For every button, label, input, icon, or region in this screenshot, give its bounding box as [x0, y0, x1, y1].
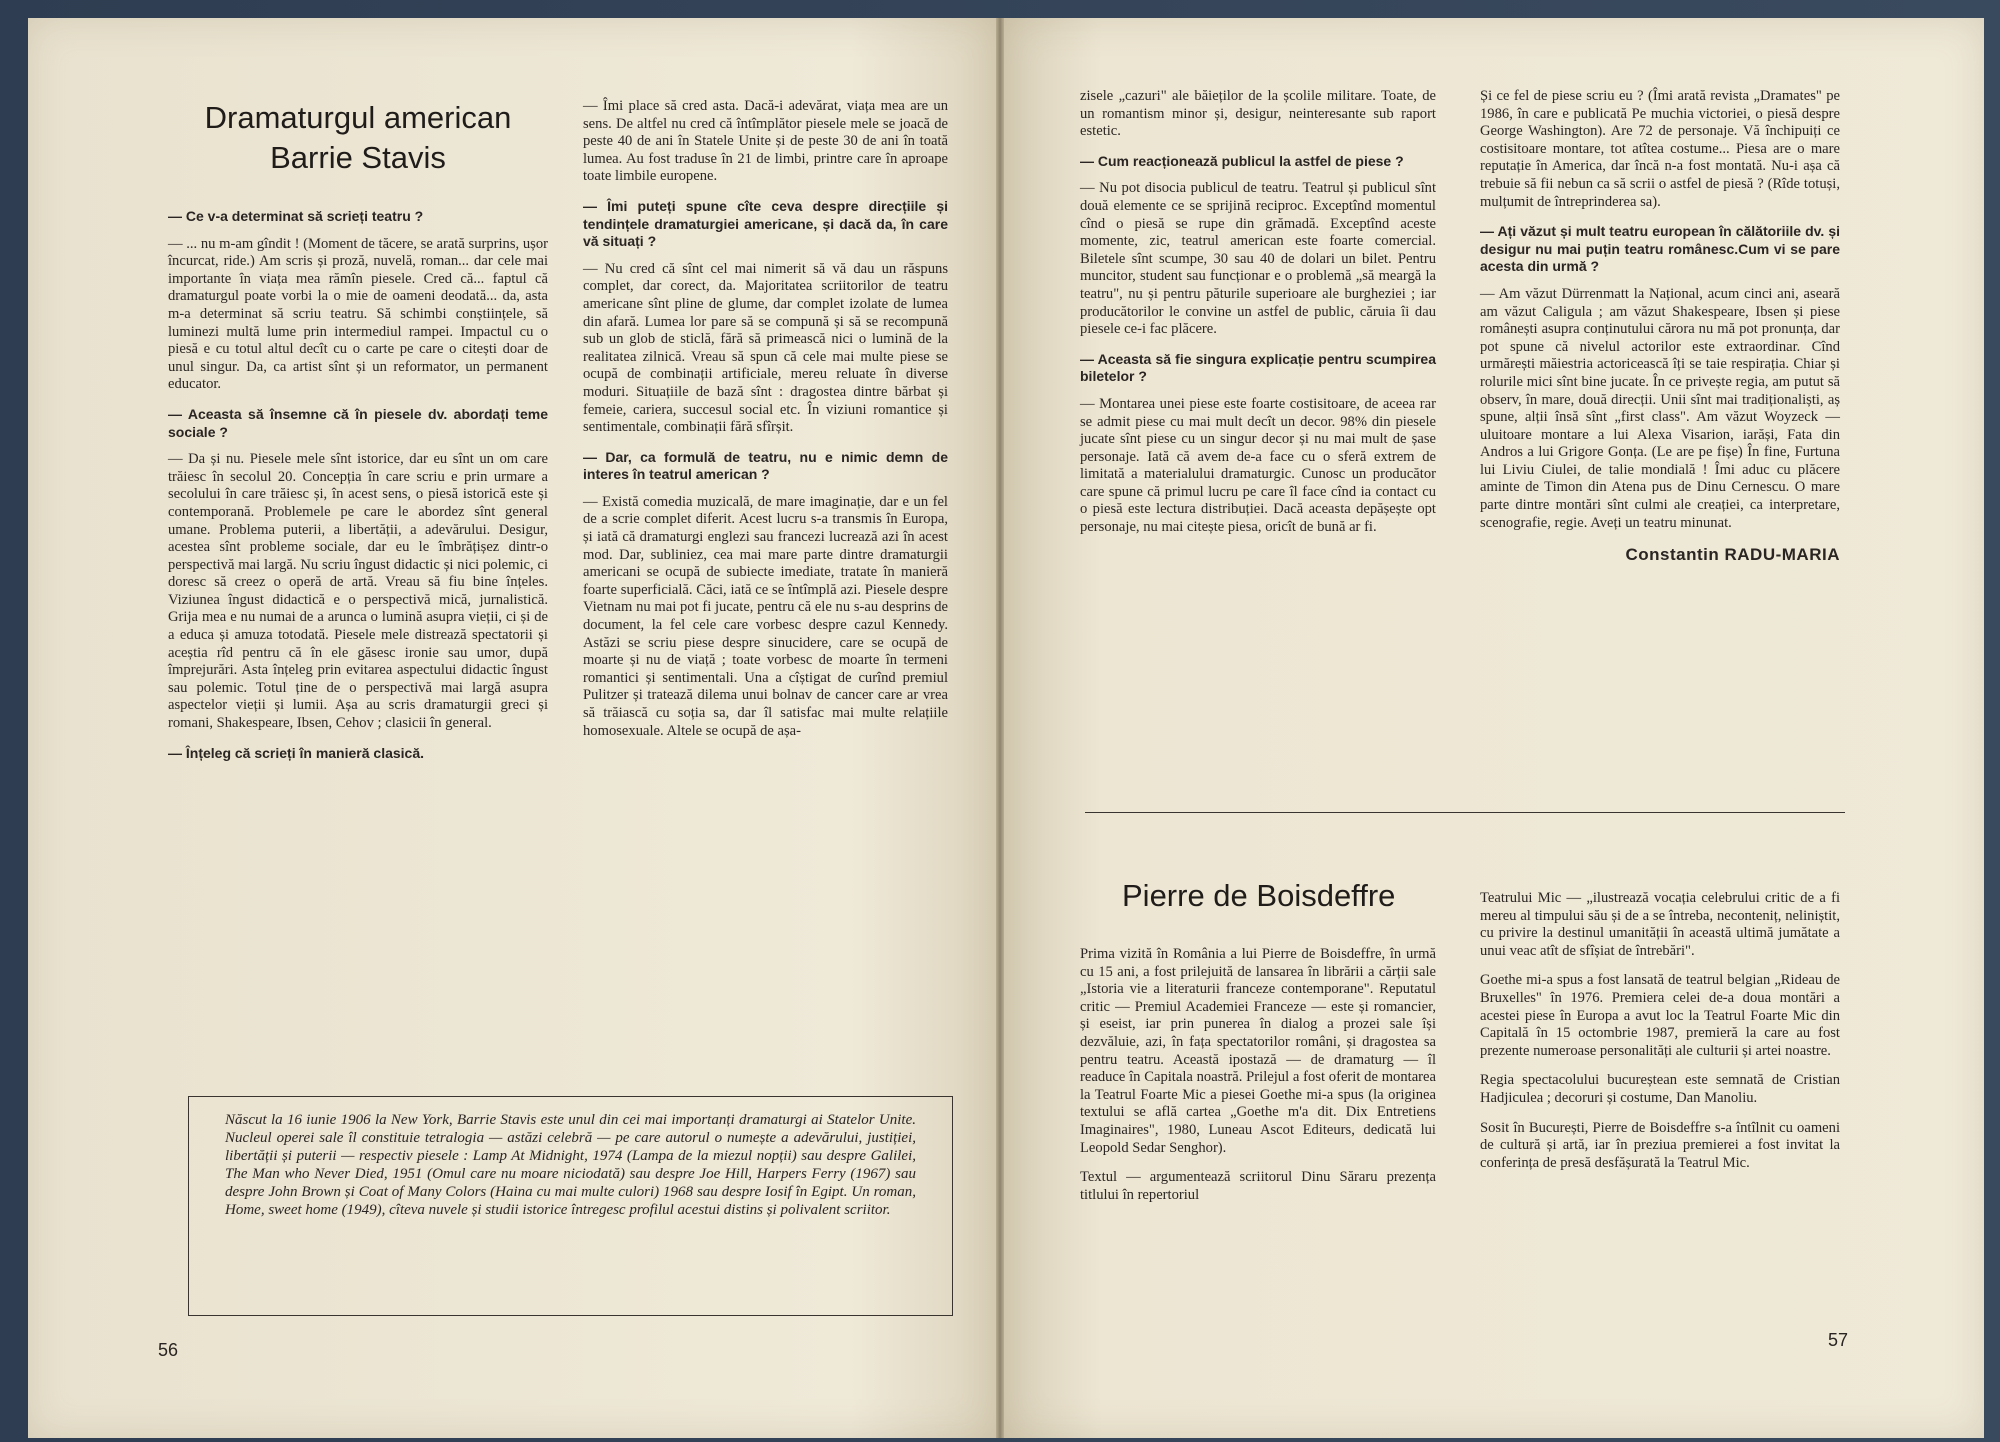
interview-body-3: [1080, 88, 1436, 537]
article-body-2: [1480, 890, 1840, 1172]
interview-body-2: [583, 98, 948, 740]
paragraph: Sosit în București, Pierre de Boisdeffre s-a întîlnit cu oameni de cultură și artă, iar în preziua premierei a fost invitat la conferința de presă desfășurată la Teatrul Mic.: [1480, 1119, 1840, 1171]
paragraph: Goethe mi-a spus a fost lansată de teatrul belgian „Rideau de Bruxelles" în 1976. Premiera celei de-a doua montări a acestei piese în Europa a avut loc la Teatrul Foarte Mic din Capitală în 15 octombrie 1987, premieră la care au fost prezente numeroase personalități ale culturii și artei noastre.: [1480, 972, 1840, 1059]
paragraph: — Există comedia muzicală, de mare imaginație, dar e un fel de a scrie complet diferit. Acest lucru s-a transmis în Europa, și iată că dramaturgi englezi sau francezi lucrează azi în acest mod. Dar, subliniez, cea mai mare parte dintre dramaturgii americani se ocupă de subiecte imediate, tratate în manieră foarte superficială. Căci, iată ce se întîmplă azi. Piesele despre Vietnam nu mai pot fi jucate, pentru că ele nu s-au desprins de document, la fel cele care vorbesc despre cazul Kennedy. Astăzi se scriu piese despre sinucidere, care se ocupă de moarte și nu de viață ; toate vorbesc de moarte în termeni romantici și sentimentali. Una a cîștigat de curînd premiul Pulitzer și tratează dilema unui bolnav de cancer care ar vrea să trăiască cu soția sa, dar îl satisfac mai multe relațiile homosexuale. Altele se ocupă de așa-: [583, 493, 948, 739]
book-spine: [996, 18, 1004, 1438]
right-column-1: [1080, 88, 1436, 549]
paragraph: — Nu pot disocia publicul de teatru. Teatrul și publicul sînt două elemente ce se sprijină reciproc. Exceptînd momentul cînd o piesă se rupe din grămadă. Exceptînd aceste momente, zic, teatrul american este foarte comercial. Biletele sînt scumpe, 30 sau 40 de dolari un bilet. Pentru muncitor, student sau funcționar e o problemă „să meargă la teatru", nu și pentru păturile superioare ale burgheziei ; iar producătorilor le convine un astfel de public, căruia îi dau piesele ce-i fac plăcere.: [1080, 180, 1436, 338]
page-number-right: 57: [1828, 1330, 1849, 1350]
paragraph: Prima vizită în România a lui Pierre de Boisdeffre, în urmă cu 15 ani, a fost prilejuită de lansarea în librării a cărții sale „Istoria vie a literaturii franceze contemporane". Reputatul critic — Premiul Academiei Franceze — este și romancier, și eseist, iar prin punerea în dialog a prozei sale își dezvăluie, azi, în fața spectatorilor români, și dragostea sa pentru teatru. Această ipostază — de dramaturg — îl readuce în Capitala noastră. Prilejul a fost oferit de montarea la Teatrul Foarte Mic a piesei Goethe mi-a spus (la originea textului se află cartea „Goethe m'a dit. Dix Entretiens Imaginaires", 1980, Luneau Ascot Editeurs, dedicată lui Leopold Sedar Senghor).: [1080, 946, 1436, 1156]
paragraph: — ... nu m-am gîndit ! (Moment de tăcere, se arată surprins, ușor încurcat, ride.) Am scris și proză, nuvelă, roman... dar cele mai importante în viața mea rămîn piesele. Cred că... faptul că dramaturgul poate vorbi la o mie de oameni deodată... da, asta m-a determinat să scriu teatru. Să schimbi conștiințele, să luminezi multă lume prin intermediul rampei. Impactul cu o piesă e cu totul altul decît cu o carte pe care o citești doar de unul singur. Da, ca artist sînt și un reformator, un permanent educator.: [168, 235, 548, 393]
paragraph: — Montarea unei piese este foarte costisitoare, de aceea rar se admit piese cu mai mult decît un decor. 98% din piesele jucate sînt piese cu un singur decor și nu mai mult de șase personaje. Iată că avem de-a face cu o sferă extrem de limitată a materialului dramaturgic. Cunosc un producător care spune că primul lucru pe care îl face cînd ia contact cu o piesă este lectura distribuției. Dacă aceasta depășește opt personaje, nu mai citește piesa, oricît de bună ar fi.: [1080, 395, 1436, 536]
interview-question: — Aceasta să fie singura explicație pentru scumpirea biletelor ?: [1080, 350, 1436, 385]
paragraph: Regia spectacolului bucureștean este semnată de Cristian Hadjiculea ; decoruri și costume, Dan Manoliu.: [1480, 1072, 1840, 1106]
right-column-4: [1480, 890, 1840, 1184]
author-signature: Constantin RADU-MARIA: [1625, 545, 1840, 565]
paragraph: — Îmi place să cred asta. Dacă-i adevărat, viața mea are un sens. De altfel nu cred că întîmplător piesele mele se joacă de peste 40 de ani în Statele Unite și de peste 30 de ani în toată lumea. Au fost traduse în 21 de limbi, printre care în aproape toate limbile europene.: [583, 98, 948, 185]
interview-body-4: [1480, 88, 1840, 532]
interview-question: — Îmi puteți spune cîte ceva despre direcțiile și tendințele dramaturgiei americane, și dacă da, în care vă situați ?: [583, 197, 948, 250]
interview-question: — Ați văzut și mult teatru european în călătoriile dv. și desigur nu mai puțin teatru românesc.Cum vi se pare acesta din urmă ?: [1480, 223, 1840, 275]
article-body-1: [1080, 946, 1436, 1204]
right-column-2: [1480, 88, 1840, 564]
paragraph: — Da și nu. Piesele mele sînt istorice, dar eu sînt un om care trăiesc în secolul 20. Concepția în care scriu e prin urmare a secolului în care trăiesc și, în acest sens, o piesă istorică este și contemporană. Problemele pe care le abordez sînt general umane. Problema puterii, a libertății, a adevărului. Desigur, acestea sînt probleme sociale, dar eu le îmbrățișez dintr-o perspectivă mai largă. Nu scriu îngust didactic și nici polemic, ci doresc să creez o operă de artă. Vreau să fiu bine înțeles. Viziunea îngust didactică e o perspectivă mică, jurnalistică. Grija mea e nu numai de a arunca o lumină asupra vieții, ci și de a educa și amuza totodată. Piesele mele distrează spectatorii și aceștia rîd pentru că în ele găsesc ironie sau umor, după împrejurări. Asta înțeleg prin evitarea aspectului didactic îngust sau polemic. Totul ține de o perspectivă mai largă asupra aspectelor vieții și lumii. Așa au scris dramaturgii greci și romani, Shakespeare, Ibsen, Cehov ; clasicii în general.: [168, 451, 548, 732]
second-article-title: Pierre de Boisdeffre: [1122, 878, 1396, 913]
interview-body-1: [168, 208, 548, 762]
left-column-1: [168, 98, 548, 772]
paragraph: zisele „cazuri" ale băieților de la școlile militare. Toate, de un romantism minor și, desigur, neinteresante sub raport estetic.: [1080, 88, 1436, 140]
interview-question: — Înțeleg că scrieți în manieră clasică.: [168, 744, 425, 761]
paragraph: Teatrului Mic — „ilustrează vocația celebrului critic de a fi mereu al timpului său și de a se întreba, neconteniț, neliniștit, cu privire la destinul umanității în această ultimă jumătate a unui veac atît de sfîșiat de întrebări".: [1480, 890, 1840, 959]
right-page: [1004, 18, 1984, 1438]
left-page: [28, 18, 996, 1438]
interview-question: — Aceasta să însemne că în piesele dv. abordați teme sociale ?: [168, 405, 548, 440]
author-bio-box: Născut la 16 iunie 1906 la New York, Barrie Stavis este unul din cei mai importanți dramaturgi ai Statelor Unite. Nucleul operei sale îl constituie tetralogia — astăzi celebră — pe care autorul o numește a adevărului, justiției, libertății și puterii — respectiv piesele : Lamp At Midnight, 1974 (Lampa de la miezul nopții) sau despre Galilei, The Man who Never Died, 1951 (Omul care nu moare niciodată) sau despre Joe Hill, Harpers Ferry (1967) sau despre John Brown și Coat of Many Colors (Haina cu mai multe culori) 1968 sau despre Iosif în Egipt. Un roman, Home, sweet home (1949), cîteva nuvele și studii istorice întregesc profilul acestui distins și polivalent scriitor.: [188, 1096, 953, 1316]
interview-question: — Dar, ca formulă de teatru, nu e nimic demn de interes în teatrul american ?: [583, 448, 948, 483]
article-title: Dramaturgul american Barrie Stavis: [204, 100, 512, 175]
right-column-3: [1080, 946, 1436, 1216]
interview-question: — Ce v-a determinat să scrieți teatru ?: [168, 208, 424, 224]
paragraph: Și ce fel de piese scriu eu ? (Îmi arată revista „Dramates" pe 1986, în care e publicată Pe muchia victoriei, o piesă despre George Washington). Are 72 de personaje. Vă închipuiți ce costisitoare montare, tot atîtea costume... Piesa are o mare reputație în America, dar încă n-a fost montată. Nu-i așa că trebuie să fii nebun ca să scrii o astfel de piesă ? (Rîde totuși, mulțumit de întreprinderea sa).: [1480, 88, 1840, 210]
left-column-2: [583, 98, 948, 752]
paragraph: — Nu cred că sînt cel mai nimerit să vă dau un răspuns complet, dar corect, da. Majoritatea scriitorilor de teatru americane sînt pline de glume, dar complet izolate de lumea din afară. Lumea lor pare să se compună și să se recompună sub un glob de sticlă, fără să primească nici o lumină de la realitatea zilnică. Vreau să spun că cele mai multe piese se ocupă de combinații artificiale, mereu reluate în diverse moduri. Situațiile de bază sînt : dragostea dintre bărbat și femeie, cariera, succesul social etc. În viziuni romantice și sentimentale, combinații fără sfîrșit.: [583, 260, 948, 436]
paragraph: Textul — argumentează scriitorul Dinu Săraru prezența titlului în repertoriul: [1080, 1169, 1436, 1203]
page-number-left: 56: [158, 1340, 179, 1360]
paragraph: — Am văzut Dürrenmatt la Național, acum cinci ani, aseară am văzut Caligula ; am văzut Shakespeare, Ibsen și piese românești asupra conținutului cărora nu mă pot pronunța, dar pot spune că nivelul actorilor este extraordinar. Cînd urmărești măiestria actoricească îți se taie respirația. Chiar și rolurile mici sînt bine jucate. În ce privește regia, am putut să observ, în mare, două direcții. Unii sînt mai tradiționaliști, aș spune, alții însă sînt „first class". Am văzut Woyzeck — uluitoare montare a lui Alexa Visarion, iarăși, Fata din Andros a lui Grigore Gonța. (Le are pe fișe) În fine, Furtuna lui Liviu Ciulei, de talie mondială ! Îmi aduc cu plăcere aminte de Timon din Atena pus de Dinu Cernescu. O mare parte dintre montări sînt culmi ale creației, ca interpretare, scenografie, regie. Aveți un teatru minunat.: [1480, 285, 1840, 531]
section-divider: [1085, 812, 1845, 813]
interview-question: — Cum reacționează publicul la astfel de piese ?: [1080, 152, 1404, 169]
